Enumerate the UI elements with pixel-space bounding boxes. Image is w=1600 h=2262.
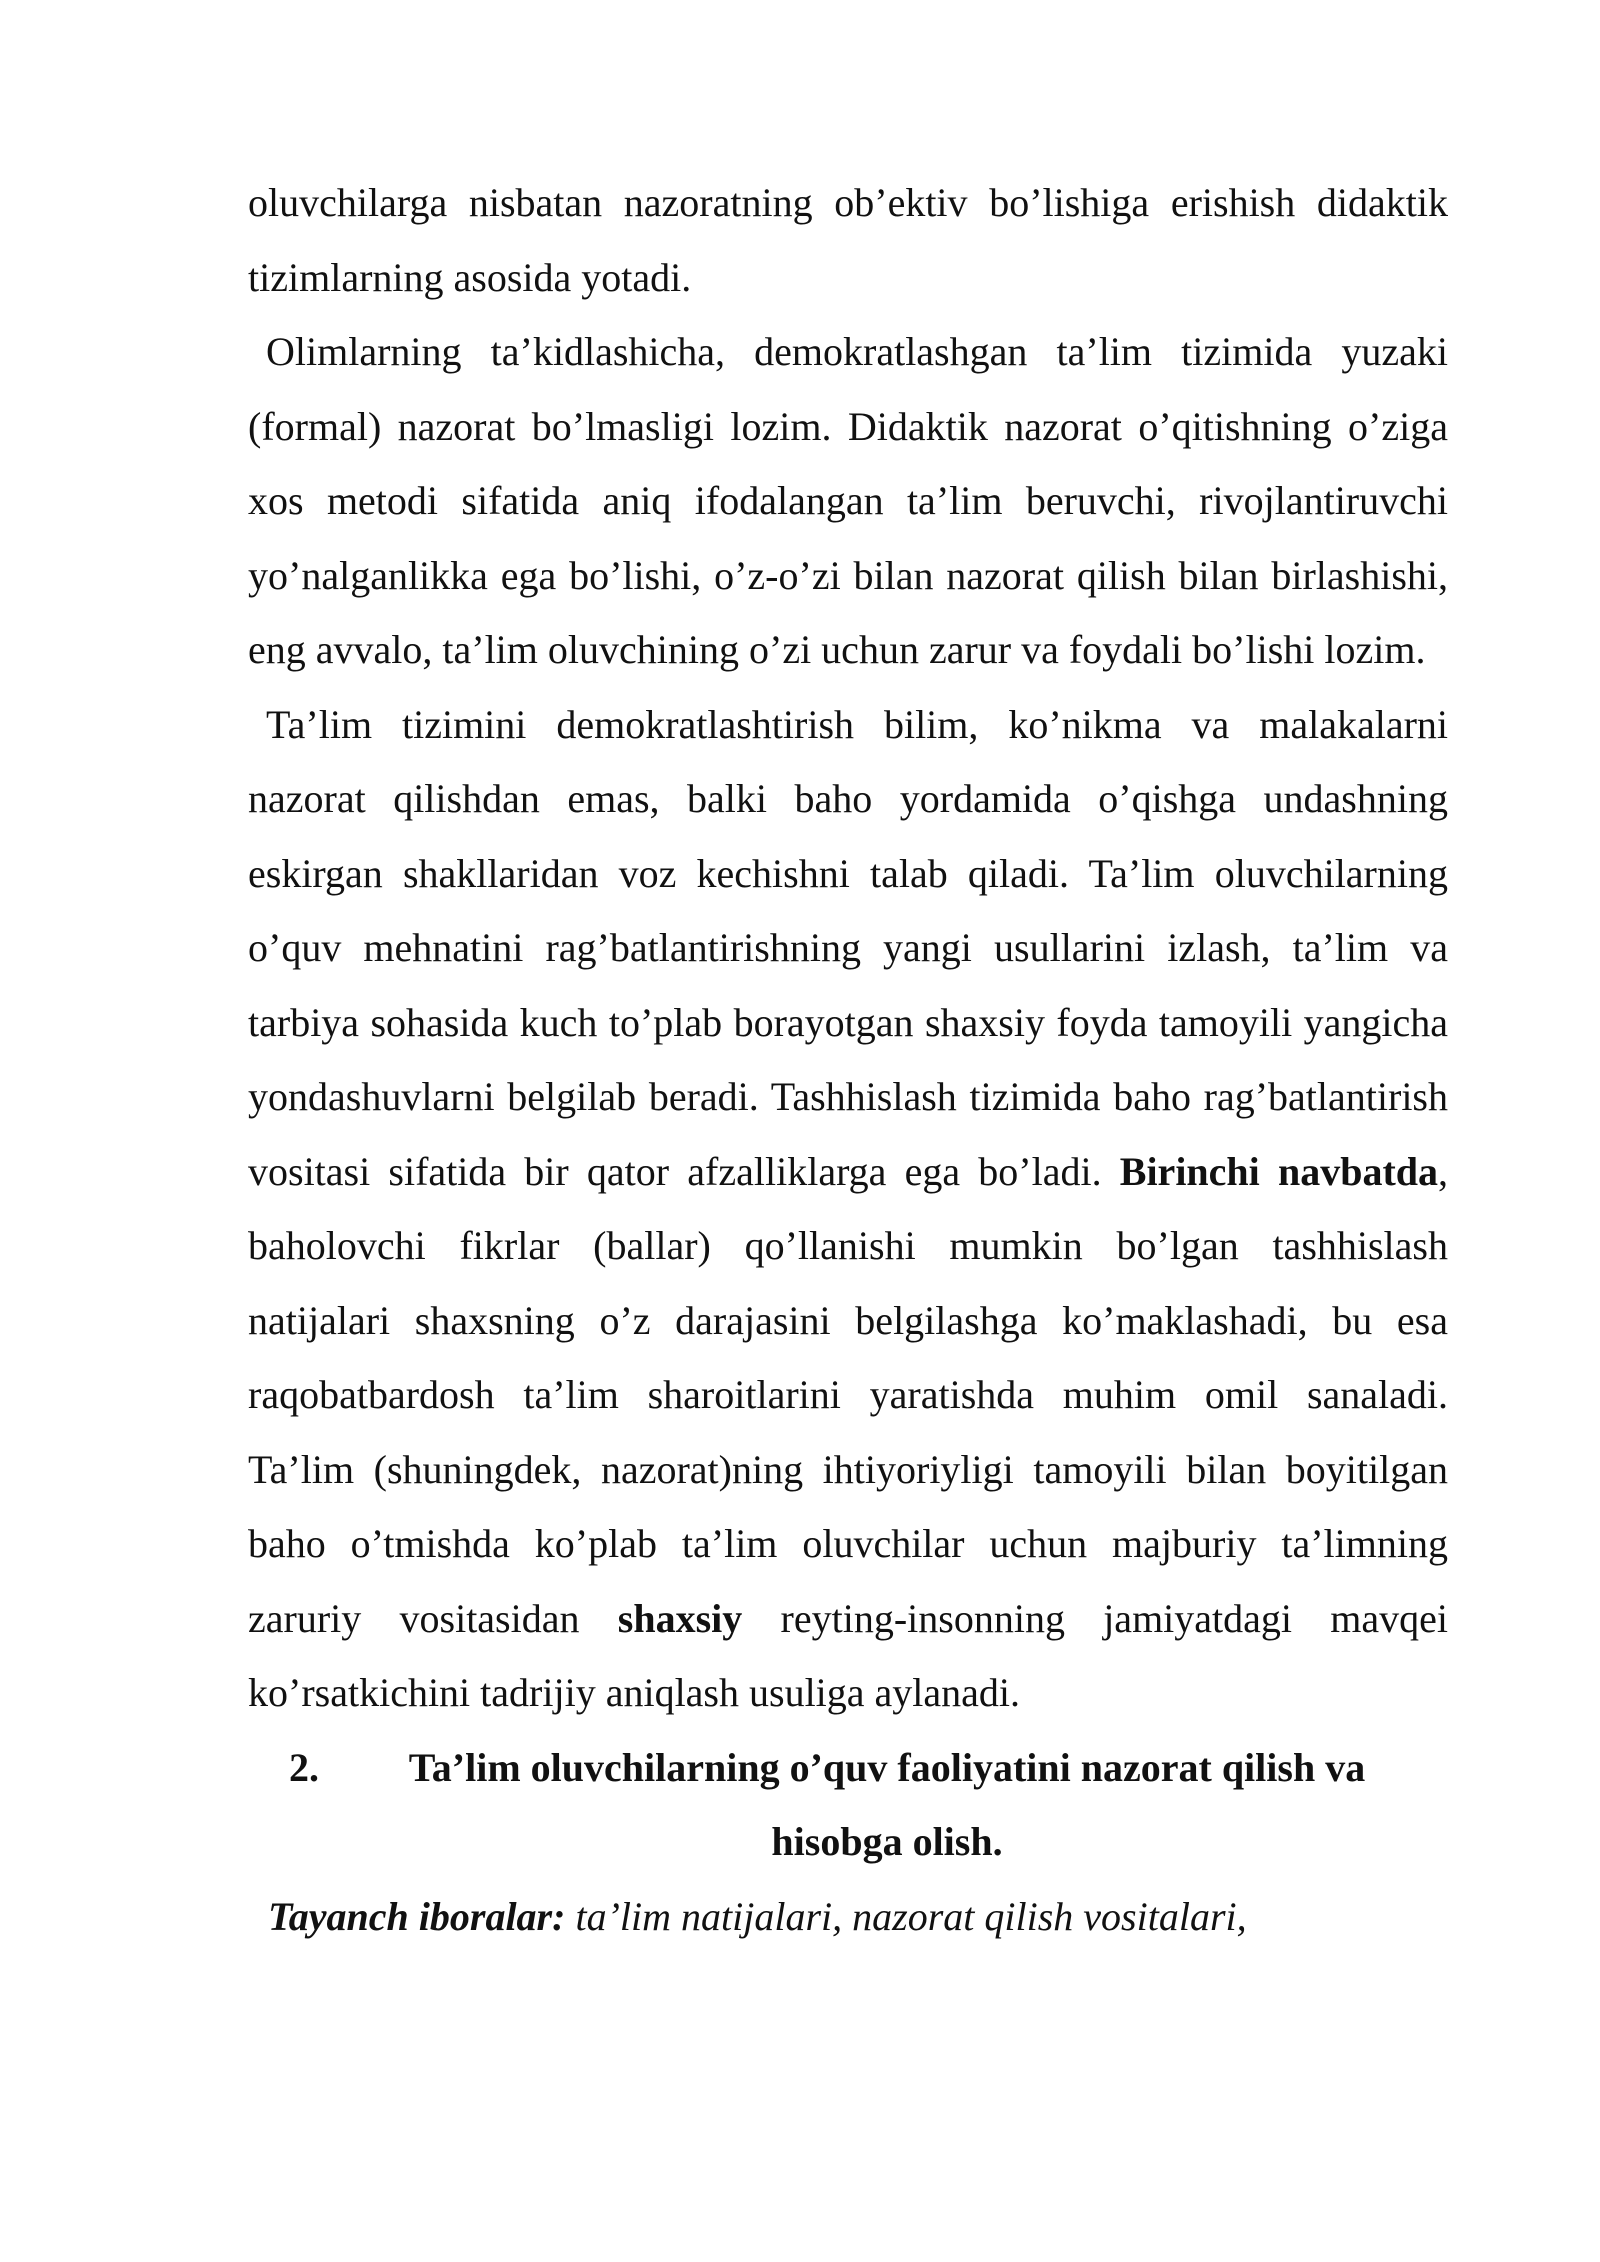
keywords-label: Tayanch iboralar:	[268, 1893, 566, 1939]
section-heading	[248, 1731, 1448, 1880]
paragraph-3-bold-1: Birinchi navbatda	[1119, 1148, 1439, 1194]
keywords-line	[248, 1880, 1448, 1955]
paragraph-1: oluvchilarga nisbatan nazoratning ob’ektiv bo’lishiga erishish didaktik tizimlarning asosida yotadi.	[248, 180, 1448, 300]
document-page	[248, 166, 1448, 1954]
section-number: 2.	[289, 1744, 319, 1790]
paragraph-3-text-1: Ta’lim tizimini demokratlashtirish bilim, ko’nikma va malakalarni nazorat qilishdan emas, balki baho yordamida o’qishga undashning eskirgan shakllaridan voz kechishni talab qiladi. Ta’lim oluvchilarning o’quv mehnatini rag’batlantirishning yangi usullarini izlash, ta’lim va tarbiya sohasida kuch to’plab borayotgan shaxsiy foyda tamoyili yangicha yondashuvlarni belgilab beradi. Tashhislash tizimida baho rag’batlantirish vositasi sifatida bir qator afzalliklarga ega bo’ladi.	[248, 701, 1448, 1194]
paragraph-3	[248, 688, 1448, 1731]
paragraph-3-text-3: reyting-insonning jamiyatdagi mavqei ko’rsatkichini tadrijiy aniqlash usuliga aylanadi.	[248, 1595, 1449, 1715]
keywords-text: ta’lim natijalari, nazorat qilish vositalari,	[575, 1893, 1247, 1939]
paragraph-3-bold-2: shaxsiy	[617, 1595, 743, 1641]
paragraph-2: Olimlarning ta’kidlashicha, demokratlashgan ta’lim tizimida yuzaki (formal) nazorat bo’lmasligi lozim. Didaktik nazorat o’qitishning o’ziga xos metodi sifatida aniq ifodalangan ta’lim beruvchi, rivojlantiruvchi yo’nalganlikka ega bo’lishi, o’z-o’zi bilan nazorat qilish bilan birlashishi, eng avvalo, ta’lim oluvchining o’zi uchun zarur va foydali bo’lishi lozim.	[248, 329, 1448, 672]
paragraph-3-text-2: , baholovchi fikrlar (ballar) qo’llanishi mumkin bo’lgan tashhislash natijalari shaxsning o’z darajasini belgilashga ko’maklashadi, bu esa raqobatbardosh ta’lim sharoitlarini yaratishda muhim omil sanaladi. Ta’lim (shuningdek, nazorat)ning ihtiyoriyligi tamoyili bilan boyitilgan baho o’tmishda ko’plab ta’lim oluvchilar uchun majburiy ta’limning zaruriy vositasidan	[248, 1148, 1449, 1641]
section-title: Ta’lim oluvchilarning o’quv faoliyatini nazorat qilish va hisobga olish.	[408, 1744, 1366, 1864]
